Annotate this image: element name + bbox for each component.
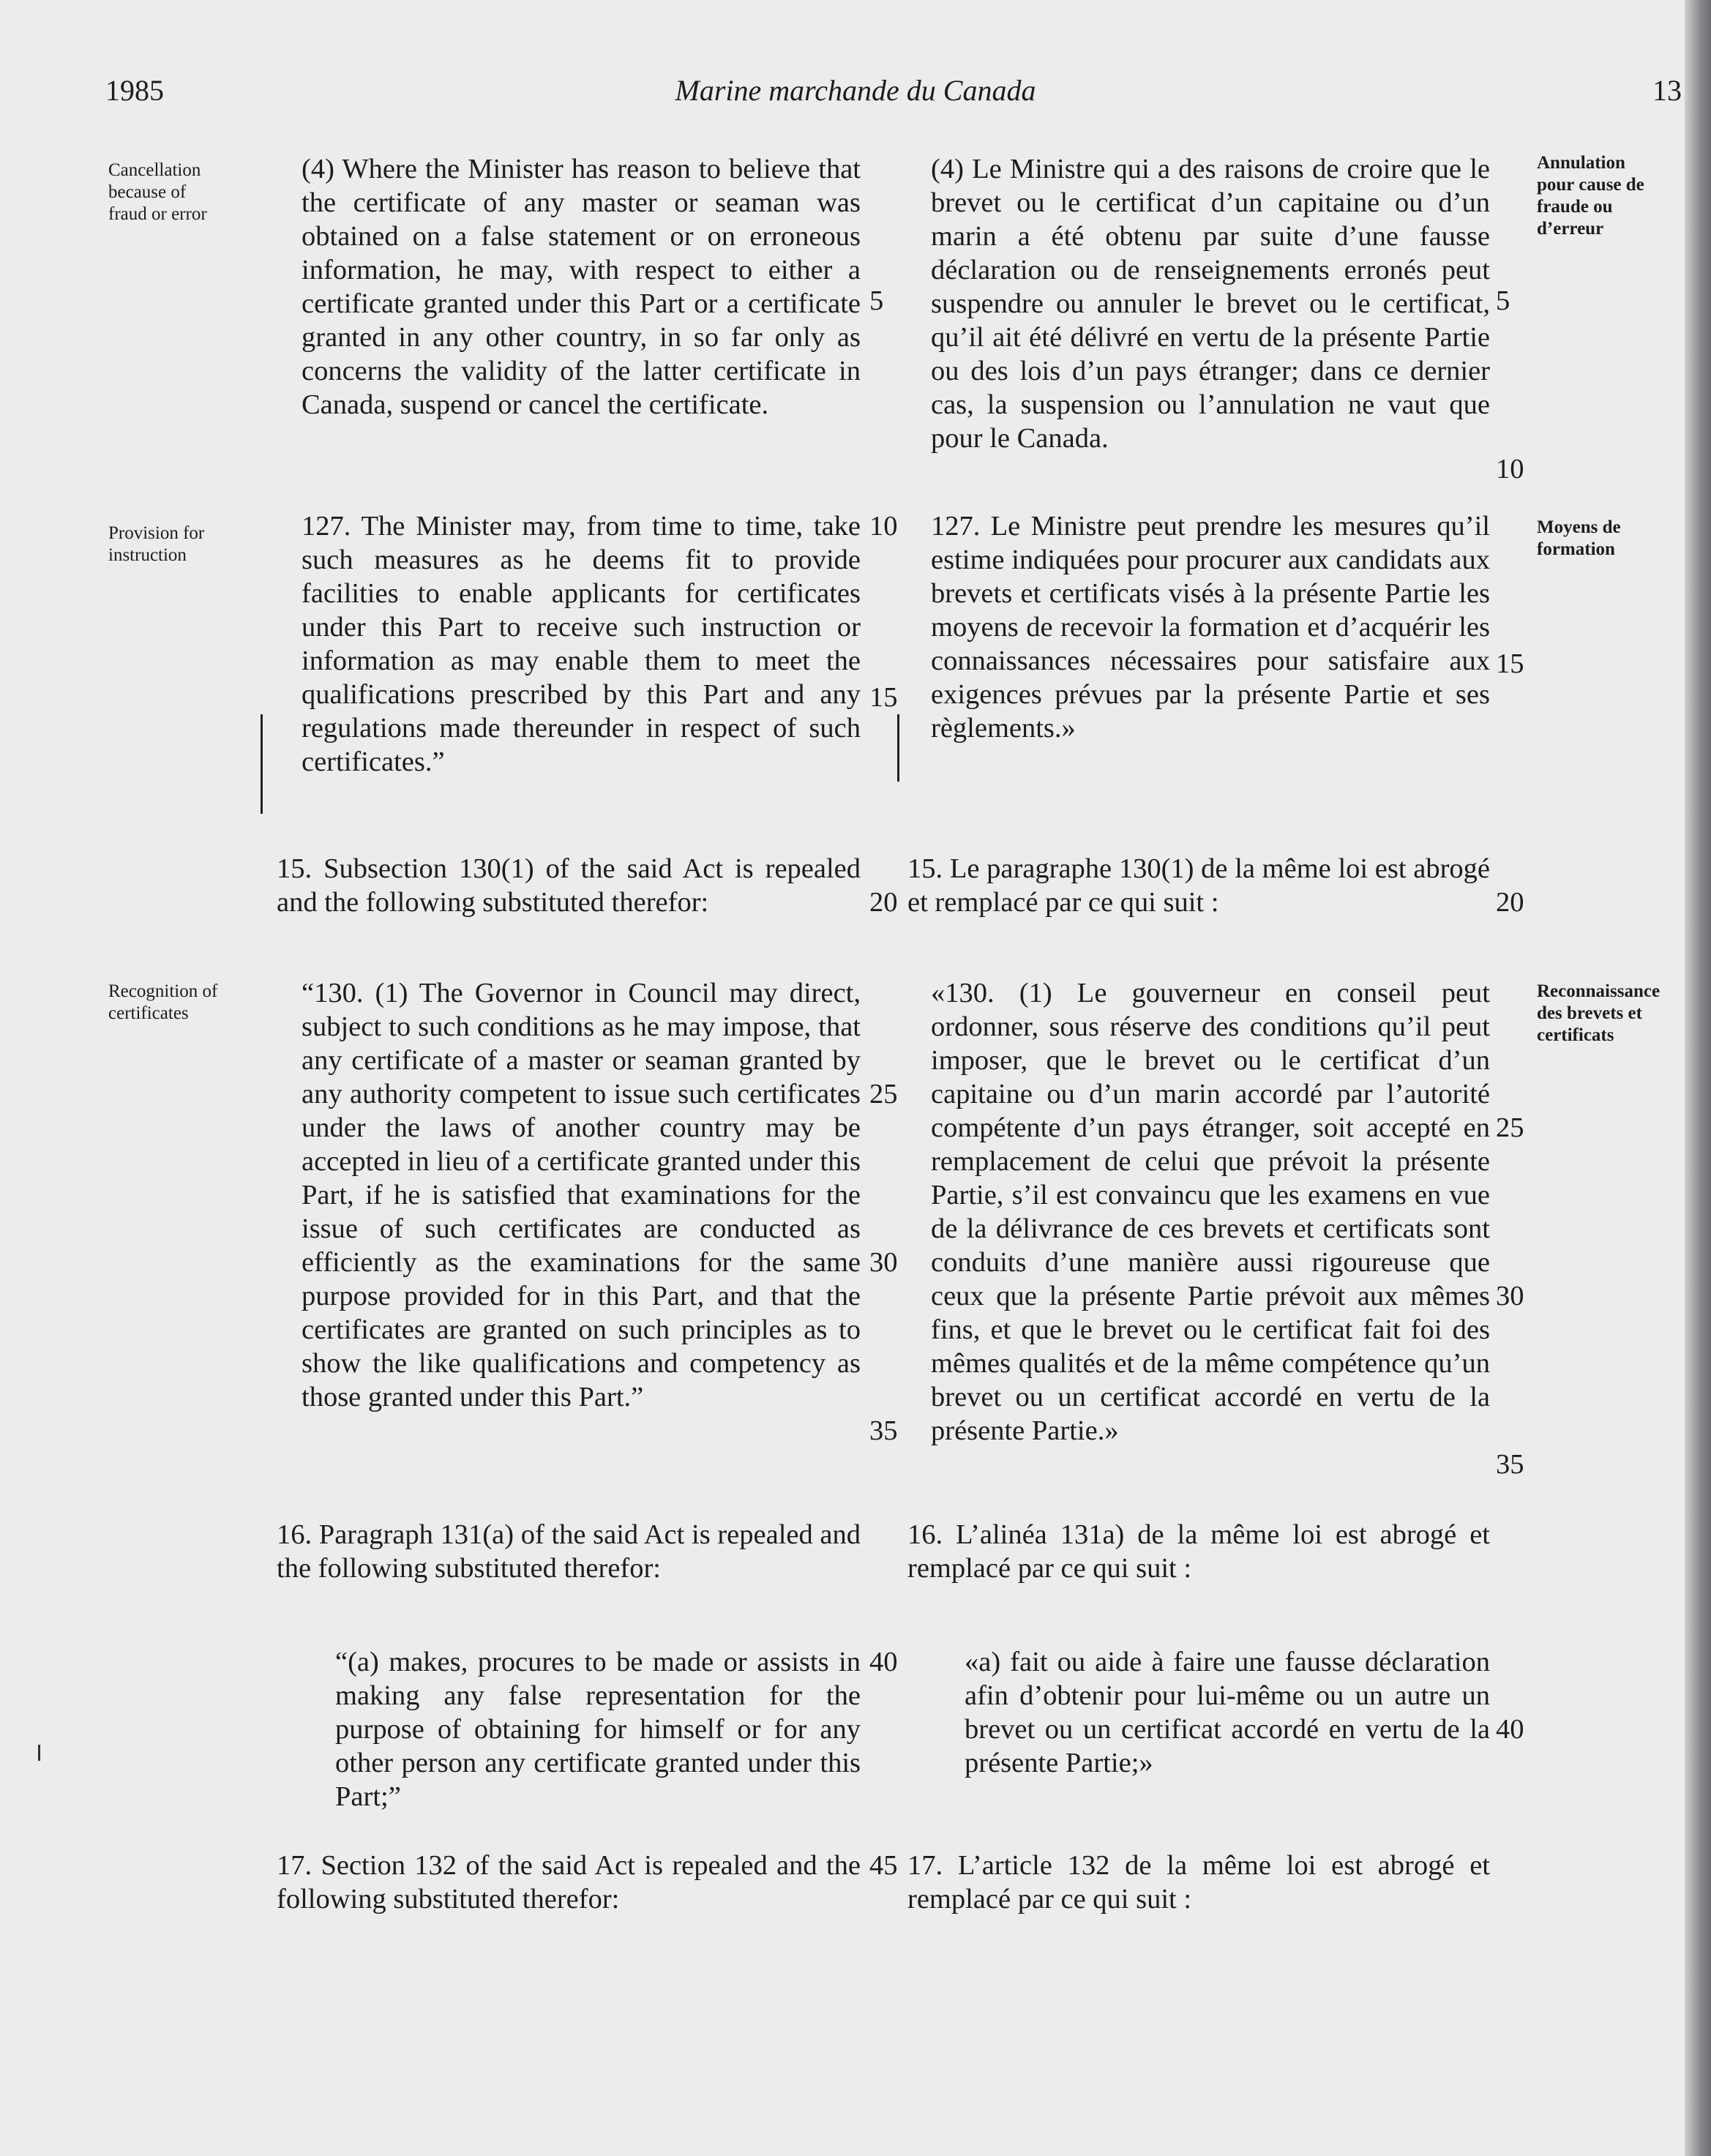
en-section-130: “130. (1) The Governor in Council may direct, subject to such conditions as he may impose, that any certificate of a master or seaman granted by any authority competent to issue such certificates under the laws of another country may be accepted in lieu of a certificate granted under this Part, if he is satisfied that examinations for the issue of such certificates are conducted as efficiently as the examinations for the same purpose provided for in this Part, and that the certificates are granted on such principles as to show the like qualifications and competency as those granted under this Part.” [302, 978, 861, 1412]
header-year: 1985 [105, 74, 164, 107]
line-number: 25 [869, 1079, 898, 1109]
line-number: 15 [1496, 648, 1524, 679]
line-number: 10 [1496, 454, 1524, 484]
line-number: 5 [1496, 285, 1510, 316]
margin-note-moyens: Moyens de formation [1537, 517, 1621, 559]
line-number: 35 [869, 1415, 898, 1446]
line-number: 40 [1496, 1714, 1524, 1745]
en-section-127: 127. The Minister may, from time to time, take such measures as he deems fit to provide facilities to enable applicants for certificates under this Part to receive such instruction or information as may enable them to meet the qualifications prescribed by this Part and any regulations made thereunder in respect of such certificates.” [302, 511, 861, 777]
margin-note-instruction: Provision for instruction [108, 523, 205, 565]
fr-paragraph-a: «a) fait ou aide à faire une fausse déclaration afin d’obtenir pour lui-même ou un autre un brevet ou un certificat accordé en vertu de la présente Partie;» [965, 1647, 1490, 1778]
line-number: 10 [869, 511, 898, 542]
line-number: 5 [869, 285, 884, 316]
fr-section-130: «130. (1) Le gouverneur en conseil peut ordonner, sous réserve des conditions qu’il peut imposer, que le brevet ou le certificat d’un capitaine ou d’un marin accordé par l’autorité compétente d’un pays étranger, soit accepté en remplacement de celui que prévoit la présente Partie, s’il est convaincu que les examens en vue de la délivrance de ces brevets et certificats sont conduits d’une manière aussi rigoureuse que ceux que la présente Partie prévoit aux mêmes fins, et que le brevet ou le certificat fait foi des mêmes qualités et de la même compétence qu’un brevet ou un certificat accordé en vertu de la présente Partie.» [931, 978, 1490, 1446]
fr-clause-15: 15. Le paragraphe 130(1) de la même loi est abrogé et remplacé par ce qui suit : [907, 853, 1490, 918]
line-number: 20 [1496, 887, 1524, 918]
line-number: 35 [1496, 1449, 1524, 1480]
fr-subsection-4: (4) Le Ministre qui a des raisons de croire que le brevet ou le certificat d’un capitaine ou d’un marin a été obtenu par suite d’une fausse déclaration ou de renseignements erronés peut suspendre ou annuler le brevet ou le certificat, qu’il ait été délivré en vertu de la présente Partie ou des lois d’un pays étranger; dans ce dernier cas, la suspension ou l’annulation ne vaut que pour le Canada. [931, 154, 1490, 454]
margin-tick-mark [38, 1745, 40, 1761]
line-number: 30 [869, 1247, 898, 1278]
line-number: 40 [869, 1647, 898, 1677]
en-clause-15: 15. Subsection 130(1) of the said Act is repealed and the following substituted therefor: [277, 853, 861, 918]
fr-clause-17: 17. L’article 132 de la même loi est abrogé et remplacé par ce qui suit : [907, 1850, 1490, 1914]
line-number: 25 [1496, 1112, 1524, 1143]
line-number: 15 [869, 682, 898, 713]
line-number: 45 [869, 1850, 898, 1881]
page-number: 13 [1652, 74, 1682, 107]
en-clause-17: 17. Section 132 of the said Act is repealed and the following substituted therefor: [277, 1850, 861, 1914]
en-paragraph-a: “(a) makes, procures to be made or assists in making any false representation for the purpose of obtaining for himself or for any other person any certificate granted under this Part;” [335, 1647, 861, 1812]
revision-bar-right [897, 714, 899, 782]
line-number: 30 [1496, 1281, 1524, 1311]
margin-note-cancellation: Cancellation because of fraud or error [108, 160, 207, 224]
en-subsection-4: (4) Where the Minister has reason to believe that the certificate of any master or seaman was obtained on a false statement or on erroneous information, he may, with respect to either a certificate granted under this Part or a certificate granted in any other country, in so far only as concerns the validity of the latter certificate in Canada, suspend or cancel the certificate. [302, 154, 861, 420]
header-title: Marine marchande du Canada [675, 74, 1036, 107]
margin-note-recognition: Recognition of certificates [108, 981, 218, 1023]
revision-bar-left [261, 714, 263, 814]
fr-clause-16: 16. L’alinéa 131a) de la même loi est abrogé et remplacé par ce qui suit : [907, 1519, 1490, 1584]
line-number: 20 [869, 887, 898, 918]
fr-section-127: 127. Le Ministre peut prendre les mesures qu’il estime indiquées pour procurer aux candidats aux brevets et certificats visés à la présente Partie les moyens de recevoir la formation et d’acquérir les connaissances nécessaires pour satisfaire aux exigences prévues par la présente Partie et ses règlements.» [931, 511, 1490, 744]
margin-note-reconnaissance: Reconnaissance des brevets et certificats [1537, 981, 1661, 1045]
margin-note-annulation: Annulation pour cause de fraude ou d’erreur [1537, 153, 1644, 239]
page-edge-shadow [1685, 0, 1711, 2156]
en-clause-16: 16. Paragraph 131(a) of the said Act is repealed and the following substituted therefor: [277, 1519, 861, 1584]
